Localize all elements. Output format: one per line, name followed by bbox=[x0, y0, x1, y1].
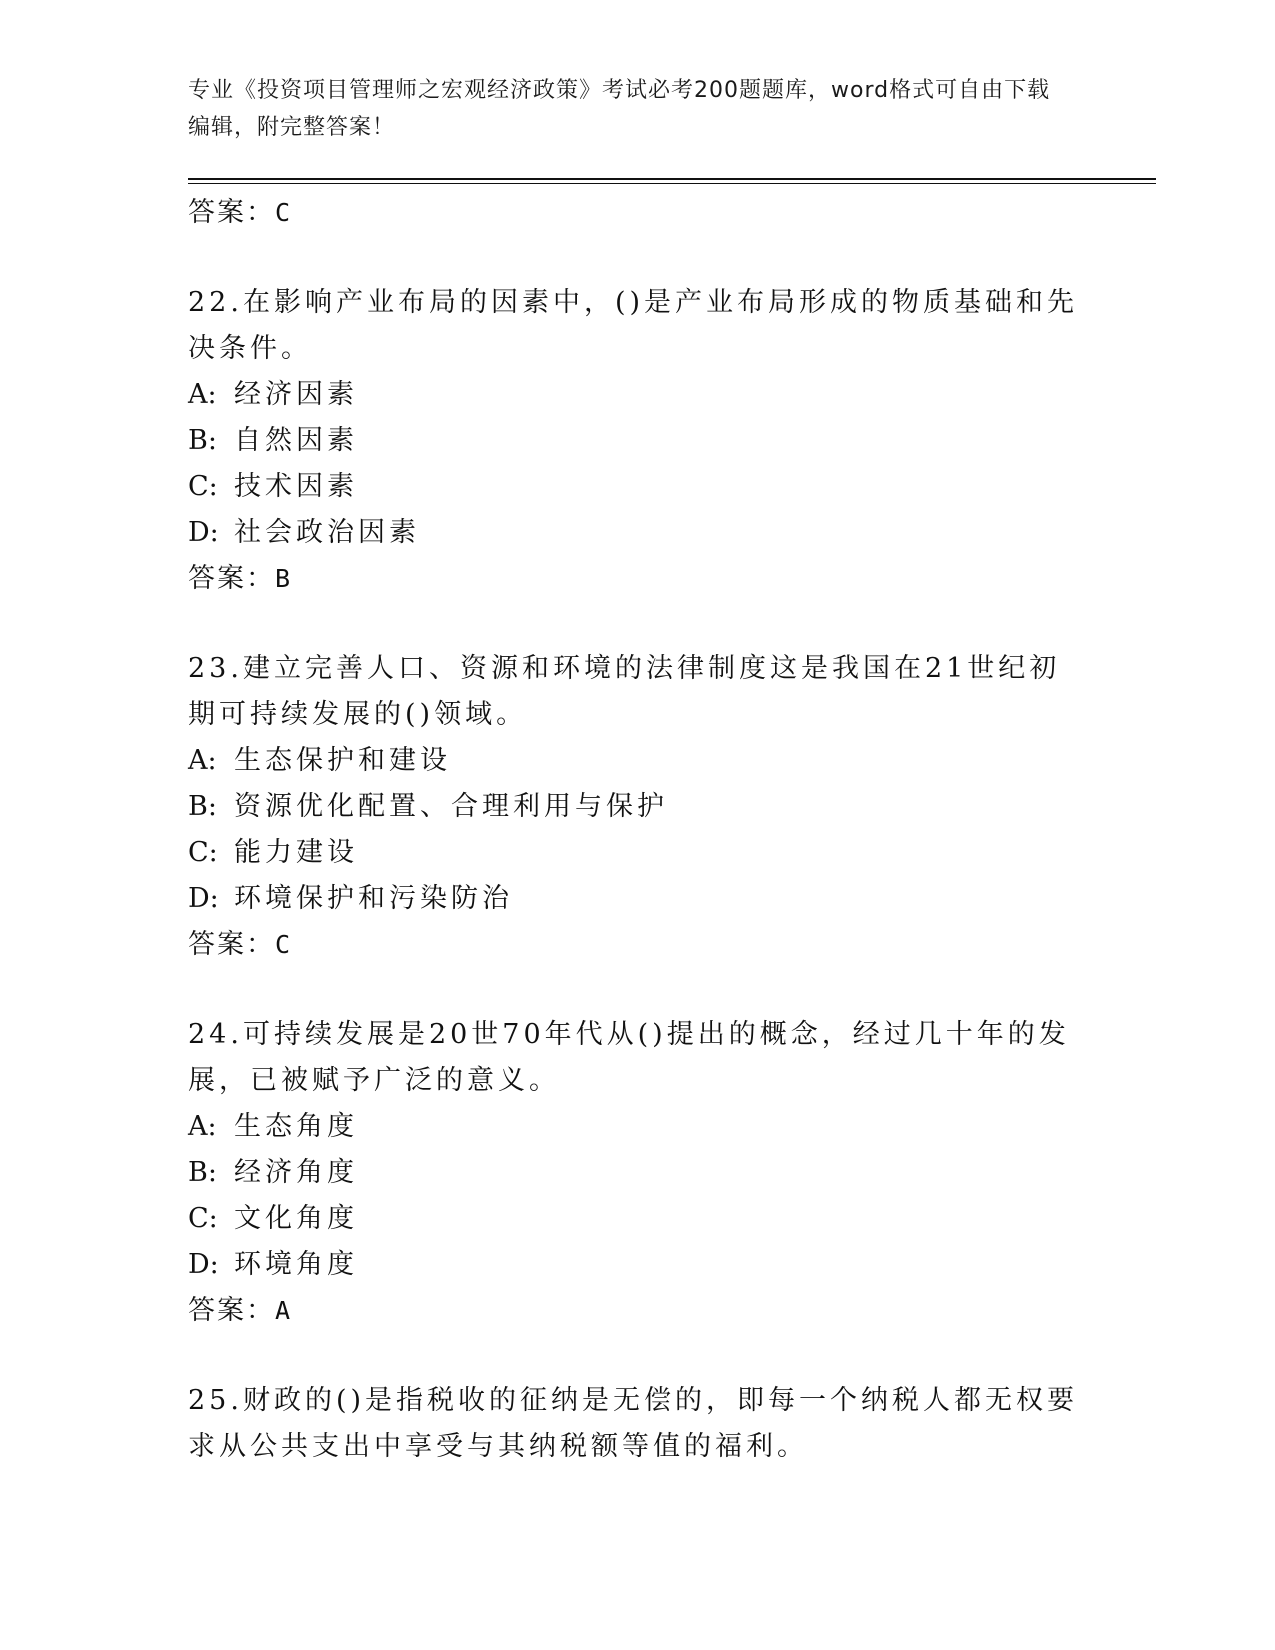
answer-label: 答案： bbox=[188, 563, 275, 594]
option-letter: C: bbox=[188, 1203, 218, 1234]
option-letter: B: bbox=[188, 1157, 217, 1188]
option-text: 技术因素 bbox=[234, 471, 358, 502]
header-divider-thin bbox=[188, 183, 1156, 184]
option-text: 资源优化配置、合理利用与保护 bbox=[234, 791, 668, 822]
document-header: 专业《投资项目管理师之宏观经济政策》考试必考200题题库，word格式可自由下载编辑，附完整答案！ bbox=[188, 78, 1051, 140]
answer-value: A bbox=[275, 1296, 291, 1325]
option-text: 生态角度 bbox=[234, 1111, 358, 1142]
option-text: 社会政治因素 bbox=[234, 517, 420, 548]
option-d bbox=[188, 510, 1088, 556]
option-a bbox=[188, 738, 1088, 784]
option-a bbox=[188, 1104, 1088, 1150]
question-list bbox=[188, 190, 1088, 1470]
option-letter: B: bbox=[188, 425, 217, 456]
option-a bbox=[188, 372, 1088, 418]
option-letter: A: bbox=[188, 379, 217, 410]
option-letter: A: bbox=[188, 745, 217, 776]
option-letter: C: bbox=[188, 837, 218, 868]
option-c bbox=[188, 464, 1088, 510]
option-d bbox=[188, 1242, 1088, 1288]
question-stem: 25.财政的()是指税收的征纳是无偿的，即每一个纳税人都无权要求从公共支出中享受与其纳税额等值的福利。 bbox=[188, 1385, 1079, 1462]
option-letter: D: bbox=[188, 883, 219, 914]
option-text: 文化角度 bbox=[234, 1203, 358, 1234]
answer-line bbox=[188, 922, 1088, 968]
option-letter: D: bbox=[188, 1249, 219, 1280]
answer-value: C bbox=[275, 198, 291, 227]
option-text: 生态保护和建设 bbox=[234, 745, 451, 776]
header-divider bbox=[188, 178, 1156, 180]
answer-label: 答案： bbox=[188, 197, 275, 228]
answer-line bbox=[188, 1288, 1088, 1334]
answer-line bbox=[188, 190, 1088, 236]
option-c bbox=[188, 1196, 1088, 1242]
option-text: 环境角度 bbox=[234, 1249, 358, 1280]
option-text: 经济因素 bbox=[234, 379, 358, 410]
option-text: 自然因素 bbox=[234, 425, 358, 456]
option-b bbox=[188, 1150, 1088, 1196]
option-c bbox=[188, 830, 1088, 876]
answer-line bbox=[188, 556, 1088, 602]
option-b bbox=[188, 418, 1088, 464]
option-letter: B: bbox=[188, 791, 217, 822]
answer-label: 答案： bbox=[188, 1295, 275, 1326]
option-letter: C: bbox=[188, 471, 218, 502]
option-letter: A: bbox=[188, 1111, 217, 1142]
option-b bbox=[188, 784, 1088, 830]
option-letter: D: bbox=[188, 517, 219, 548]
answer-value: B bbox=[275, 564, 291, 593]
answer-label: 答案： bbox=[188, 929, 275, 960]
option-text: 经济角度 bbox=[234, 1157, 358, 1188]
answer-value: C bbox=[275, 930, 291, 959]
option-text: 能力建设 bbox=[234, 837, 358, 868]
question-stem: 23.建立完善人口、资源和环境的法律制度这是我国在21世纪初期可持续发展的()领域。 bbox=[188, 653, 1061, 730]
option-d bbox=[188, 876, 1088, 922]
option-text: 环境保护和污染防治 bbox=[234, 883, 513, 914]
question-stem: 24.可持续发展是20世70年代从()提出的概念，经过几十年的发展，已被赋予广泛的意义。 bbox=[188, 1019, 1070, 1096]
question-stem: 22.在影响产业布局的因素中，()是产业布局形成的物质基础和先决条件。 bbox=[188, 287, 1079, 364]
